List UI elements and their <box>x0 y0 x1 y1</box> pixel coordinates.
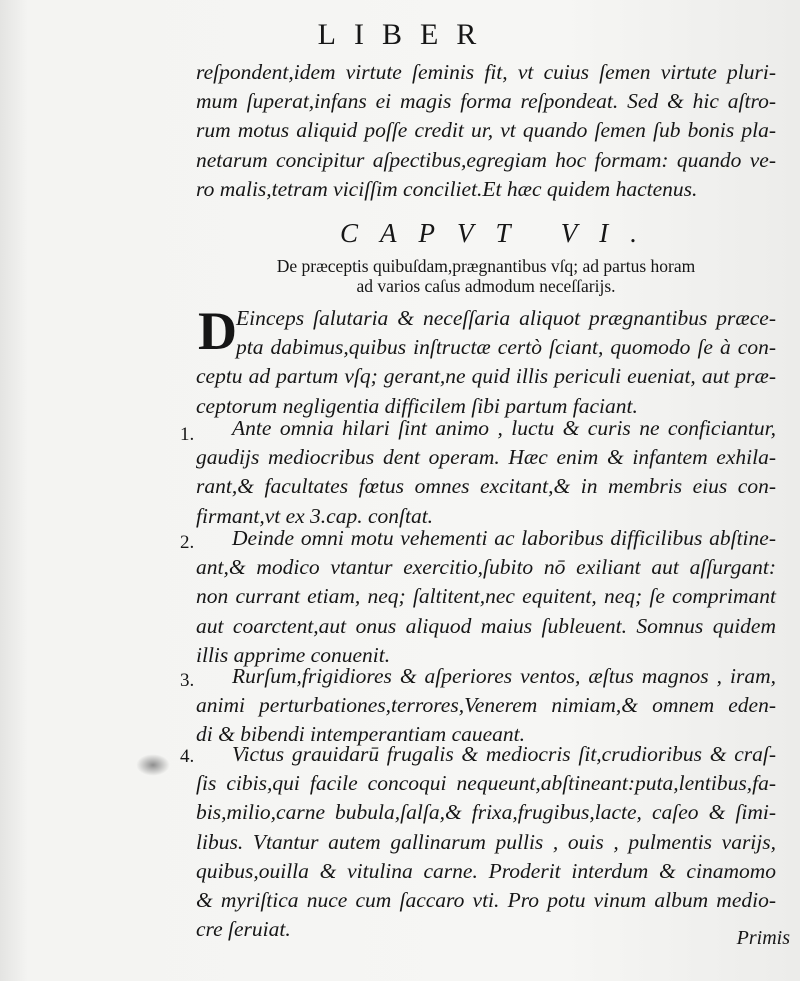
text-line: ceptu ad partum vſq; gerant,ne quid illis periculi eueniat, aut præ- <box>196 364 776 389</box>
text-line: rant,& facultates fœtus omnes excitant,& in membris eius con- <box>196 474 776 499</box>
drop-cap: D <box>198 301 237 361</box>
text-line: reſpondent,idem virtute ſeminis fit, vt cuius ſemen virtute pluri- <box>196 60 776 84</box>
text-line: & myriſtica nuce cum ſaccaro vti. Pro potu vinum album medio- <box>196 888 776 913</box>
text-line: non currant etiam, neq; ſaltitent,nec equitent, neq; ſe comprimant <box>196 584 776 609</box>
text-line: mum ſuperat,infans ei magis forma reſpondeat. Sed & hic aſtro- <box>196 89 776 114</box>
rule-paragraph <box>196 524 776 670</box>
text-line: libus. Vtantur autem gallinarum pullis , ouis , pulmentis varijs, <box>196 829 776 854</box>
text-line: gaudijs mediocribus dent operam. Hæc enim & infantem exhila- <box>196 445 776 470</box>
text-line: Victus grauidarū frugalis & mediocris ſit,crudioribus & craſ- <box>232 742 776 766</box>
chapter-heading: CAPVT VI. <box>340 218 659 248</box>
text-line: ro malis,tetram viciſſim conciliet.Et hæc quidem hactenus. <box>196 176 698 201</box>
text-line: Einceps ſalutaria & neceſſaria aliquot prægnantibus præce- <box>236 306 776 330</box>
running-header-title: LIBER <box>317 18 495 51</box>
item-number: 2. <box>180 532 195 553</box>
rule-paragraph <box>196 662 776 750</box>
text-line: rum motus aliquid poſſe credit ur, vt quando ſemen ſub bonis pla- <box>196 118 776 143</box>
text-line: Ante omnia hilari ſint animo , luctu & curis ne conficiantur, <box>232 416 776 440</box>
text-line: quibus,ouilla & vitulina carne. Proderit interdum & cinamomo <box>196 858 776 883</box>
text-line: cre ſeruiat. <box>196 917 291 942</box>
text-line: ceptorum negligentia difficilem ſibi partum faciant. <box>196 393 638 418</box>
running-header <box>0 18 800 52</box>
text-line: firmant,vt ex 3.cap. conſtat. <box>196 503 434 528</box>
item-number: 4. <box>180 746 195 767</box>
rule-paragraph <box>196 740 776 944</box>
catchword: Primis <box>736 927 790 949</box>
chapter-subtitle <box>196 256 776 296</box>
item-number: 3. <box>180 670 195 691</box>
text-line: netarum concipitur aſpectibus,egregiam hoc formam: quando ve- <box>196 147 776 172</box>
item-number: 1. <box>180 424 195 445</box>
text-line: bis,milio,carne bubula,ſalſa,& frixa,frugibus,lacte, caſeo & ſimi- <box>196 800 776 825</box>
intro-paragraph <box>196 58 776 204</box>
text-line: di & bibendi intemperantiam caueant. <box>196 722 526 747</box>
text-line: illis apprime conuenit. <box>196 642 391 667</box>
text-line: aut coarctent,aut onus aliquod maius ſubleuent. Somnus quidem <box>196 613 776 638</box>
text-line: ſis cibis,qui facile concoqui nequeunt,abſtineant:puta,lentibus,fa- <box>196 771 776 796</box>
rule-paragraph <box>196 414 776 531</box>
text-line: Deinde omni motu vehementi ac laboribus difficilibus abſtine- <box>232 526 776 550</box>
subtitle-line: ad varios caſus admodum neceſſarijs. <box>356 276 616 296</box>
text-line: ant,& modico vtantur exercitio,ſubito nō exiliant aut aſſurgant: <box>196 555 776 580</box>
text-line: animi perturbationes,terrores,Venerem nimiam,& omnem eden- <box>196 693 776 718</box>
text-line: pta dabimus,quibus inſtructæ certò ſciant, quomodo ſe à con- <box>236 335 776 360</box>
preface-paragraph <box>196 301 776 421</box>
ink-smudge <box>136 754 170 776</box>
text-line: Rurſum,frigidiores & aſperiores ventos, æſtus magnos , iram, <box>232 664 776 688</box>
subtitle-line: De præceptis quibuſdam,prægnantibus vſq; ad partus horam <box>276 256 696 276</box>
